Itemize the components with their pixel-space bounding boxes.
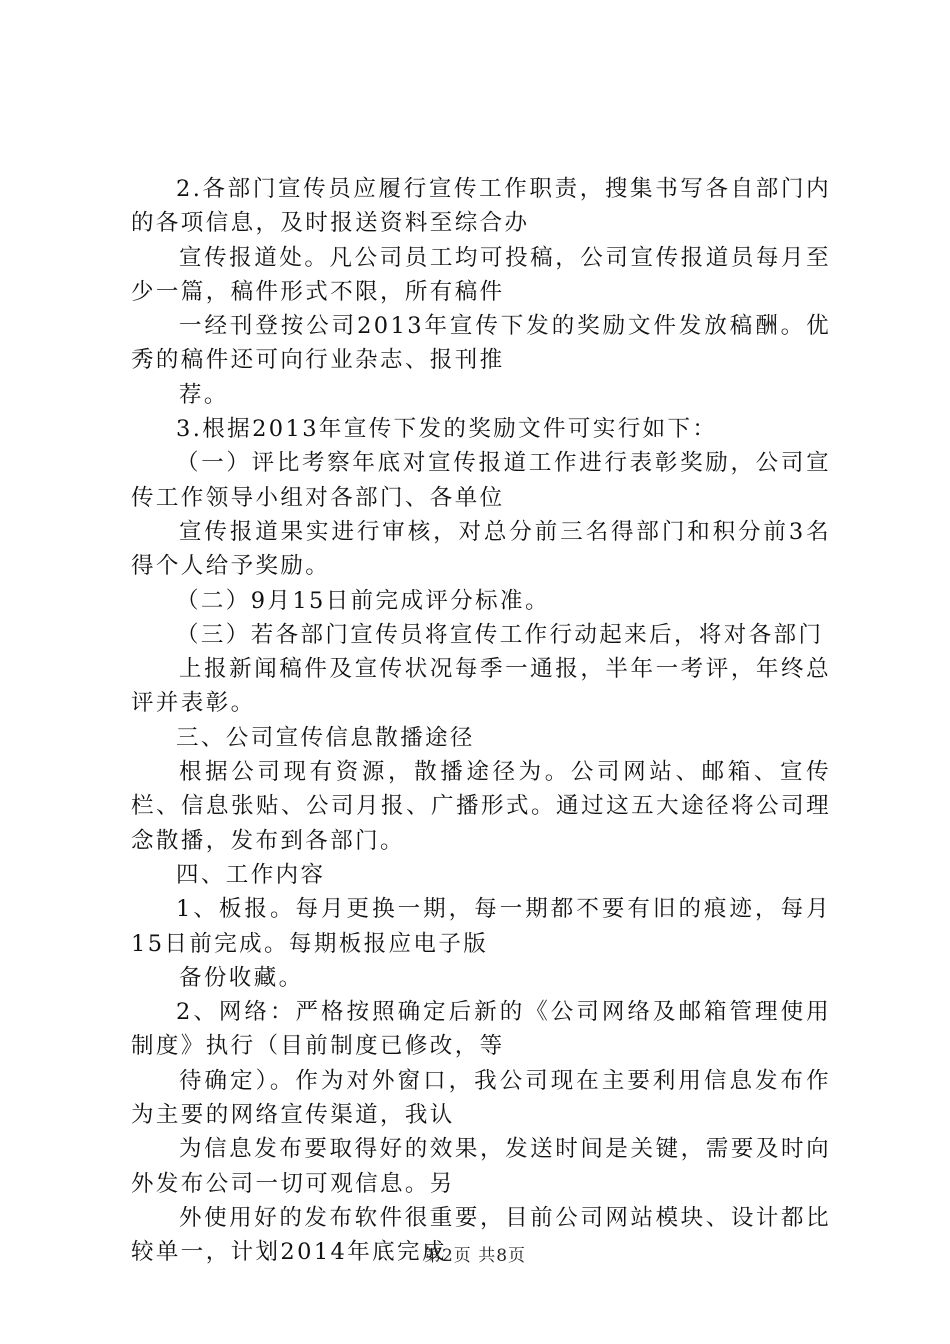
paragraph: 1、板报。每月更换一期，每一期都不要有旧的痕迹，每月15日前完成。每期板报应电子版 <box>131 896 831 957</box>
paragraph: 备份收藏。 <box>179 964 304 991</box>
section-heading: 三、公司宣传信息散播途径 <box>176 724 475 751</box>
paragraph: 根据公司现有资源，散播途径为。公司网站、邮箱、宣传栏、信息张贴、公司月报、广播形式。通过这五大途径将公司理念散播，发布到各部门。 <box>131 759 831 854</box>
paragraph: （三）若各部门宣传员将宣传工作行动起来后，将对各部门 <box>176 621 824 648</box>
paragraph: 待确定）。作为对外窗口，我公司现在主要利用信息发布作为主要的网络宣传渠道，我认 <box>131 1067 831 1129</box>
paragraph: 为信息发布要取得好的效果，发送时间是关键，需要及时向外发布公司一切可观信息。另 <box>131 1136 831 1197</box>
paragraph: （二）9月15日前完成评分标准。 <box>176 587 550 614</box>
paragraph: 2.各部门宣传员应履行宣传工作职责，搜集书写各自部门内的各项信息，及时报送资料至综合办 <box>131 176 831 237</box>
section-heading: 四、工作内容 <box>176 861 326 888</box>
paragraph: 宣传报道果实进行审核，对总分前三名得部门和积分前3名得个人给予奖励。 <box>131 518 831 580</box>
document-body <box>131 172 831 1270</box>
paragraph: （一）评比考察年底对宣传报道工作进行表彰奖励，公司宣传工作领导小组对各部门、各单位 <box>131 450 831 511</box>
paragraph: 荐。 <box>179 381 229 408</box>
paragraph: 3.根据2013年宣传下发的奖励文件可实行如下： <box>176 416 718 443</box>
paragraph: 外使用好的发布软件很重要，目前公司网站模块、设计都比较单一，计划2014年底完成 <box>131 1204 831 1266</box>
paragraph: 宣传报道处。凡公司员工均可投稿，公司宣传报道员每月至少一篇，稿件形式不限，所有稿件 <box>131 244 831 305</box>
paragraph: 上报新闻稿件及宣传状况每季一通报，半年一考评，年终总评并表彰。 <box>131 656 831 717</box>
page-number-footer: 第2页 共8页 <box>423 1246 527 1266</box>
paragraph: 一经刊登按公司2013年宣传下发的奖励文件发放稿酬。优秀的稿件还可向行业杂志、报刊推 <box>131 313 831 374</box>
paragraph: 2、网络：严格按照确定后新的《公司网络及邮箱管理使用制度》执行（目前制度已修改，等 <box>131 999 831 1060</box>
